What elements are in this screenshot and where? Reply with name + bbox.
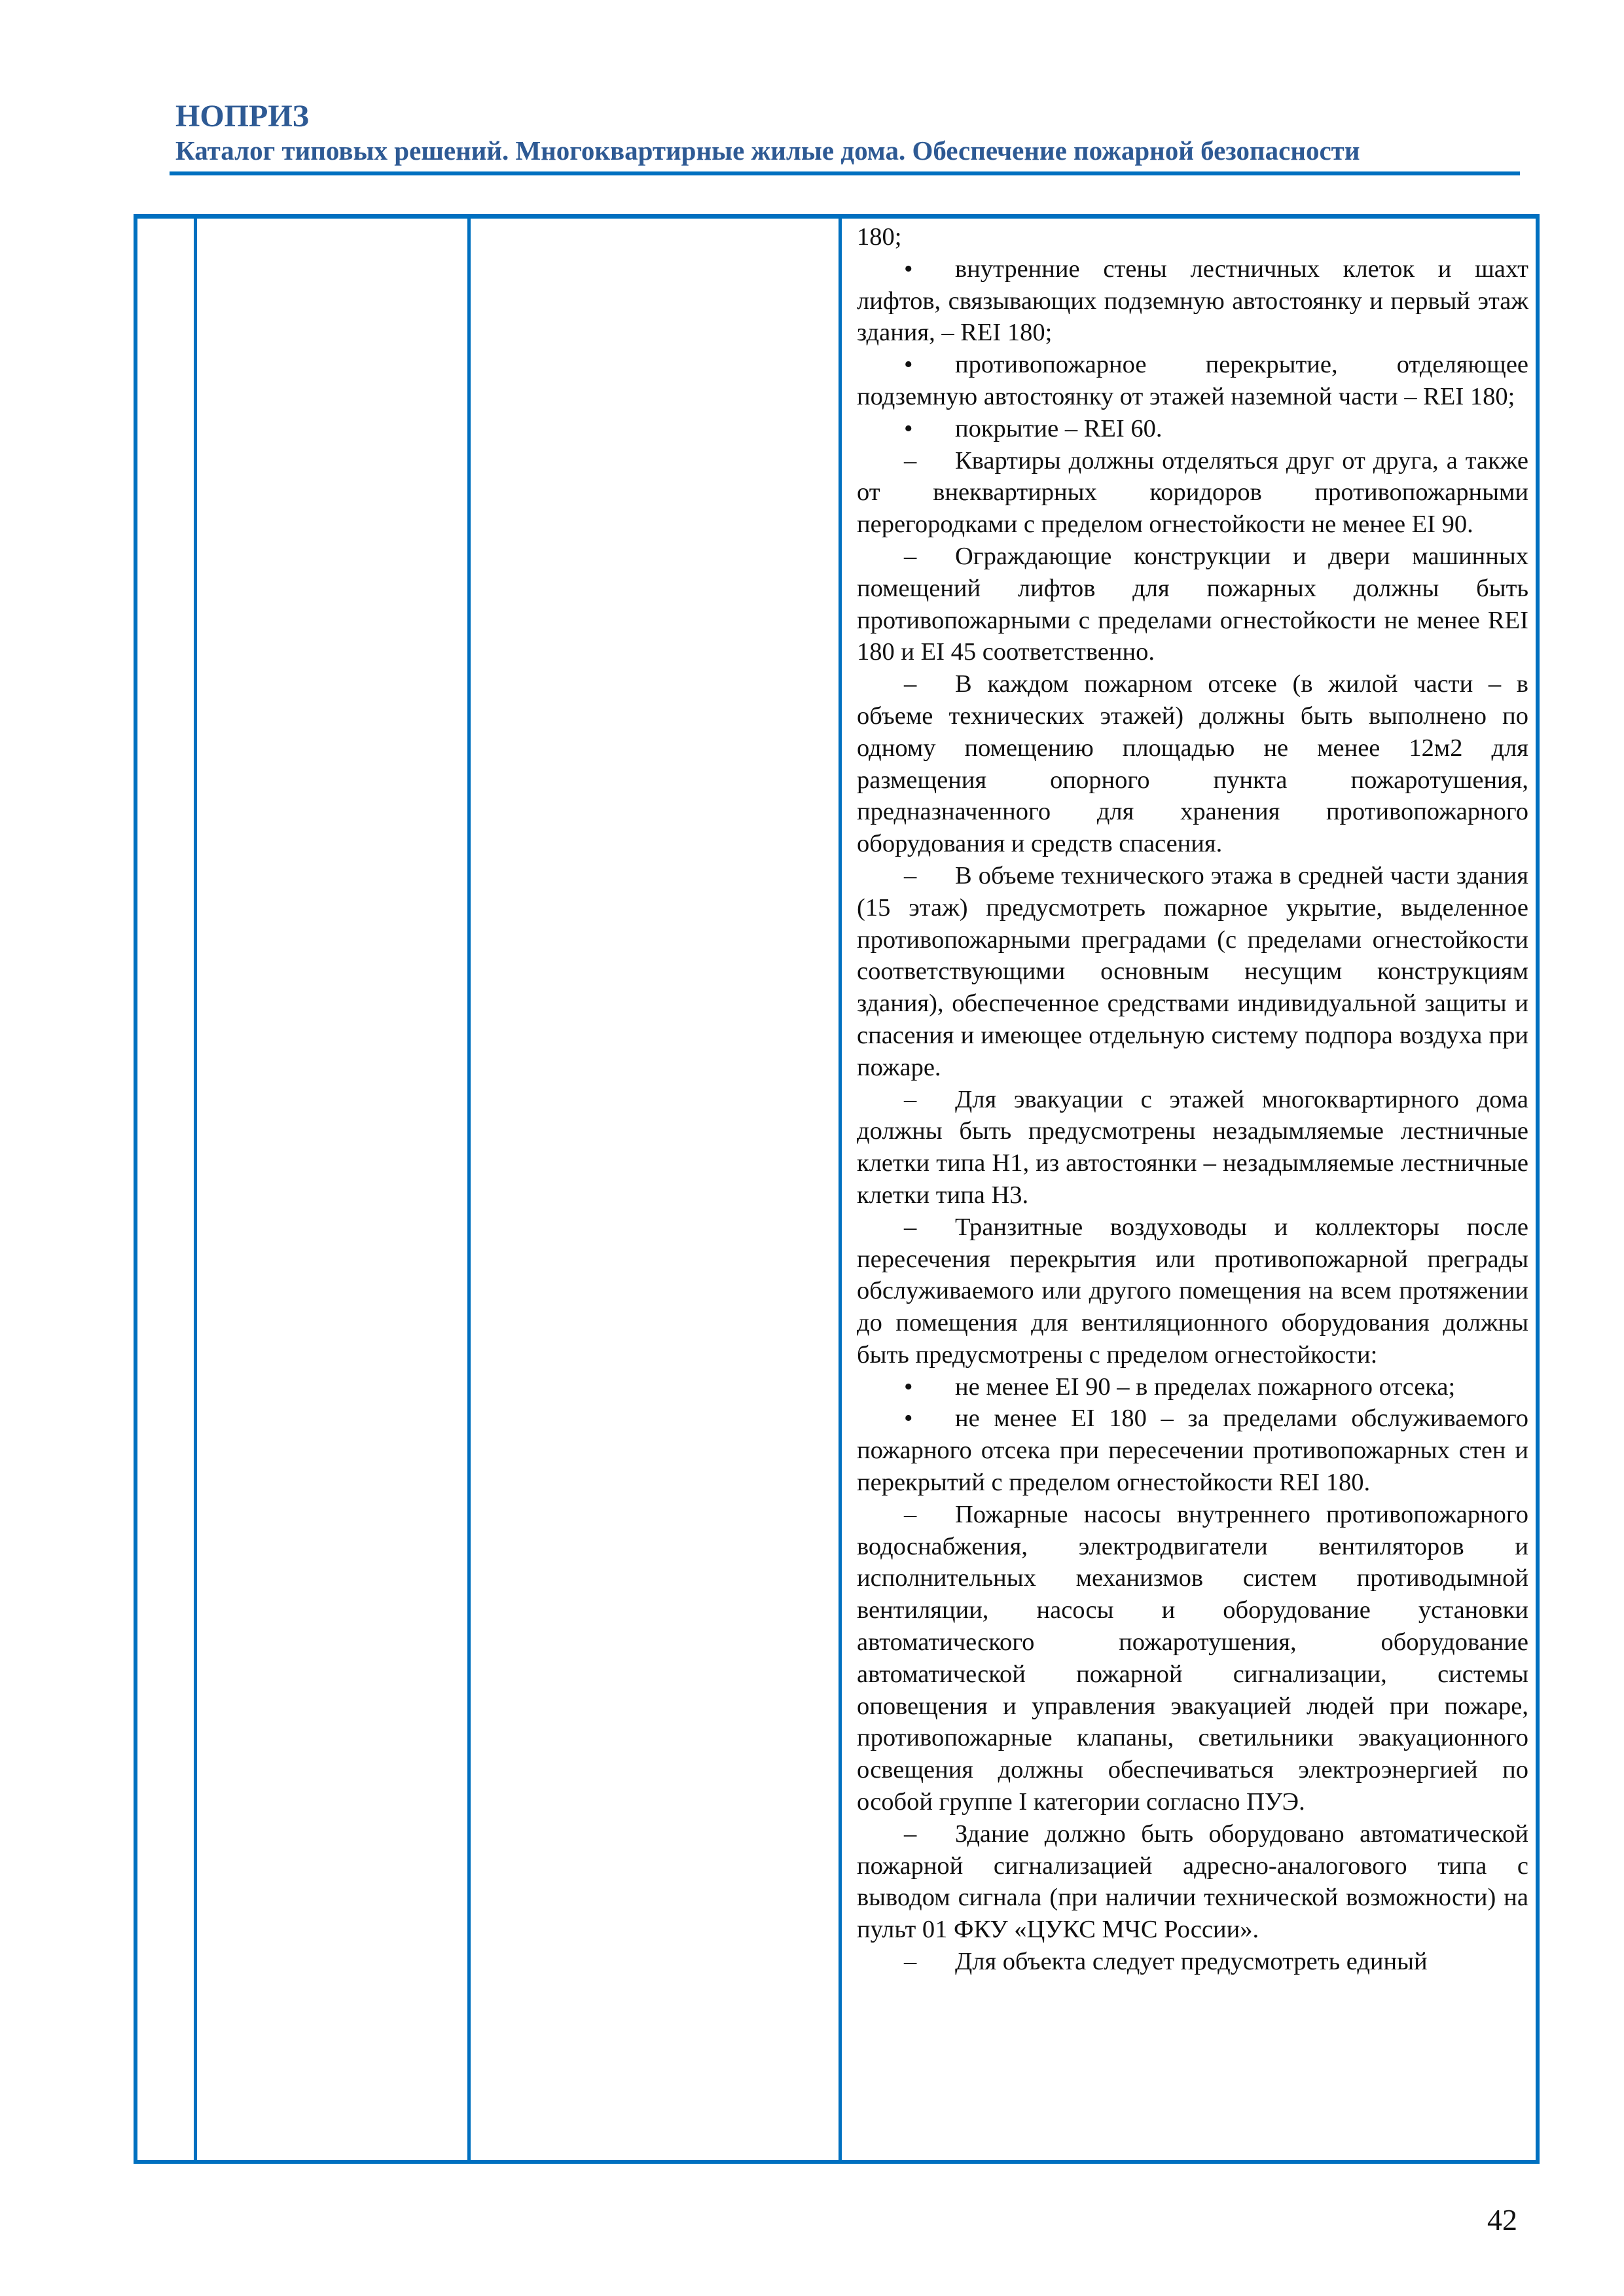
dash-marker: – [904, 1085, 917, 1113]
dash-marker: – [904, 861, 917, 889]
dash-marker: – [904, 1213, 917, 1241]
paragraph [857, 1371, 1528, 1403]
requirements-table [134, 214, 1540, 2164]
dash-marker: – [904, 446, 917, 475]
dash-marker: – [904, 542, 917, 570]
column-divider [194, 219, 197, 2160]
paragraph-text: покрытие – REI 60. [955, 414, 1163, 442]
paragraph-text: внутренние стены лестничных клеток и шахт лифтов, связывающих подземную автостоянку и первый этаж здания, – REI 180; [857, 255, 1528, 347]
paragraph-text: противопожарное перекрытие, отделяющее подземную автостоянку от этажей наземной части – REI 180; [857, 351, 1528, 410]
dash-marker: – [904, 670, 917, 698]
page-number: 42 [1487, 2203, 1517, 2236]
bullet-icon: • [904, 414, 913, 442]
bullet-icon: • [904, 351, 913, 379]
paragraph-text: В объеме технического этажа в средней части здания (15 этаж) предусмотреть пожарное укрытие, выделенное противопожарными преградами (с пределами огнестойкости соответствующими основным несущим конструкциям здания), обеспеченное средствами индивидуальной защиты и спасения и имеющее отдельную систему подпора воздуха при пожаре. [857, 861, 1528, 1081]
bullet-icon: • [904, 1372, 913, 1401]
paragraph [857, 445, 1528, 541]
paragraph-text: В каждом пожарном отсеке (в жилой части – в объеме технических этажей) должны быть выполнено по одному помещению площадью не менее 12м2 для размещения опорного пункта пожаротушения, предназначенного для хранения противопожарного оборудования и средств спасения. [857, 670, 1528, 858]
requirements-cell [857, 221, 1528, 1978]
paragraph-text: не менее EI 90 – в пределах пожарного отсека; [955, 1372, 1456, 1401]
paragraph-text: не менее EI 180 – за пределами обслуживаемого пожарного отсека при пересечении противопожарных стен и перекрытий с пределом огнестойкости REI 180. [857, 1405, 1528, 1497]
paragraph [857, 413, 1528, 445]
paragraph-text: Для эвакуации с этажей многоквартирного дома должны быть предусмотрены незадымляемые лестничные клетки типа Н1, из автостоянки – незадымляемые лестничные клетки типа Н3. [857, 1085, 1528, 1209]
bullet-icon: • [904, 1405, 913, 1433]
paragraph-text: Ограждающие конструкции и двери машинных помещений лифтов для пожарных должны быть противопожарными с пределами огнестойкости не менее REI 180 и EI 45 соответственно. [857, 542, 1528, 666]
paragraph-text: Здание должно быть оборудовано автоматической пожарной сигнализацией адресно-аналогового типа с выводом сигнала (при наличии технической возможности) на пульт 01 ФКУ «ЦУКС МЧС России». [857, 1820, 1528, 1944]
paragraph [857, 221, 1528, 253]
paragraph [857, 253, 1528, 349]
paragraph-text: Квартиры должны отделяться друг от друга, а также от внеквартирных коридоров противопожарными перегородками с пределом огнестойкости не менее EI 90. [857, 446, 1528, 539]
paragraph [857, 1818, 1528, 1946]
paragraph-text: Пожарные насосы внутреннего противопожарного водоснабжения, электродвигатели вентиляторов и исполнительных механизмов систем противодымной вентиляции, насосы и оборудование установки автоматического пожаротушения, оборудование автоматической пожарной сигнализации, системы оповещения и управления эвакуацией людей при пожаре, противопожарные клапаны, светильники эвакуационного освещения должны обеспечиваться электроэнергией по особой группе I категории согласно ПУЭ. [857, 1500, 1528, 1816]
header-org: НОПРИЗ [175, 99, 309, 134]
header-subtitle: Каталог типовых решений. Многоквартирные жилые дома. Обеспечение пожарной безопасности [175, 135, 1360, 166]
dash-marker: – [904, 1820, 917, 1848]
paragraph [857, 1084, 1528, 1211]
column-divider [839, 219, 842, 2160]
column-divider [467, 219, 471, 2160]
header-rule [170, 171, 1520, 175]
paragraph [857, 541, 1528, 668]
dash-marker: – [904, 1500, 917, 1528]
paragraph [857, 1946, 1528, 1978]
paragraph [857, 1403, 1528, 1498]
paragraph [857, 1499, 1528, 1818]
paragraph [857, 1211, 1528, 1371]
paragraph [857, 349, 1528, 413]
dash-marker: – [904, 1948, 917, 1976]
paragraph [857, 860, 1528, 1084]
paragraph-text: Транзитные воздуховоды и коллекторы после пересечения перекрытия или противопожарной преграды обслуживаемого или другого помещения на всем протяжении до помещения для вентиляционного оборудования должны быть предусмотрены с пределом огнестойкости: [857, 1213, 1528, 1369]
bullet-icon: • [904, 255, 913, 283]
paragraph [857, 668, 1528, 860]
paragraph-text: Для объекта следует предусмотреть единый [955, 1948, 1428, 1976]
paragraph-text: 180; [857, 223, 902, 251]
